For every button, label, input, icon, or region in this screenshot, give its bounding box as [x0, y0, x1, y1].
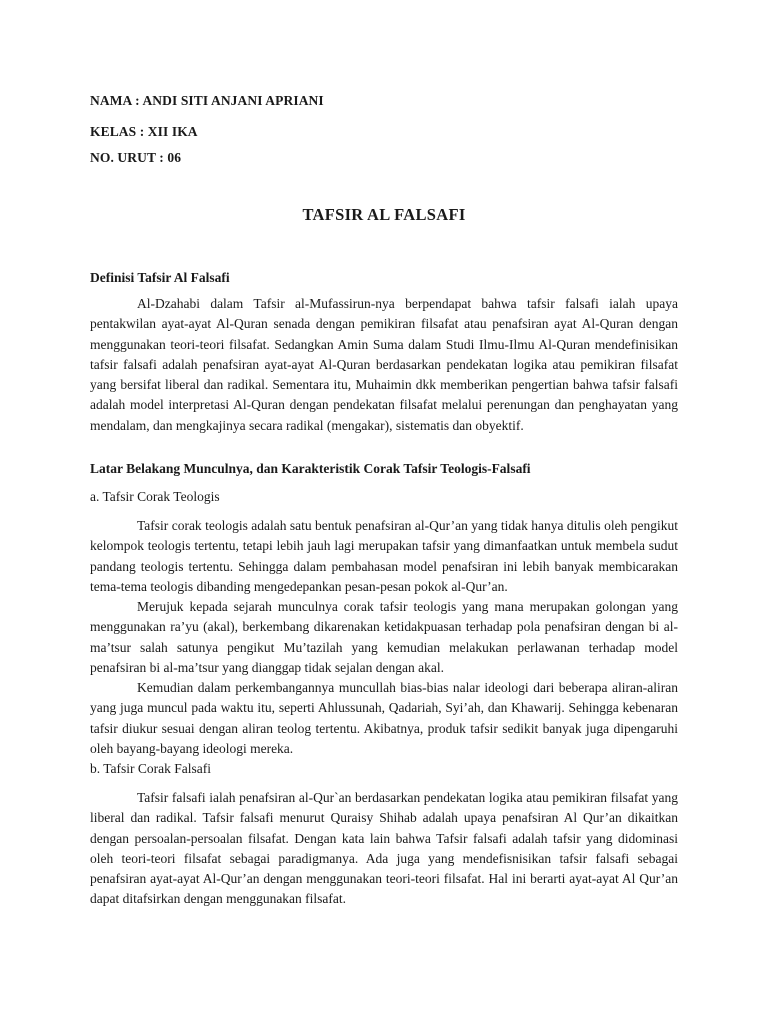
subheading-falsafi: b. Tafsir Corak Falsafi — [90, 761, 212, 776]
paragraph-teologis-2: Merujuk kepada sejarah munculnya corak tafsir teologis yang mana merupakan golongan yang menggunakan ra’yu (akal), berkembang dikarenakan ketidakpuasan terhadap pola penafsiran dengan bi al-ma’tsur salah satunya pengikut Mu’tazilah yang kemudian melakukan perlawanan terhadap model penafsiran bi al-ma’tsur yang dianggap tidak sejalan dengan akal. — [90, 599, 678, 675]
student-name: NAMA : ANDI SITI ANJANI APRIANI — [90, 93, 324, 108]
subheading-teologis: a. Tafsir Corak Teologis — [90, 489, 220, 504]
section-heading-latar: Latar Belakang Munculnya, dan Karakteristik Corak Tafsir Teologis-Falsafi — [90, 461, 531, 476]
student-number: NO. URUT : 06 — [90, 150, 182, 165]
document-title: TAFSIR AL FALSAFI — [302, 205, 466, 224]
paragraph-definisi: Al-Dzahabi dalam Tafsir al-Mufassirun-nya berpendapat bahwa tafsir falsafi ialah upaya pentakwilan ayat-ayat Al-Quran senada dengan pemikiran filsafat atau penafsiran ayat Al-Quran dengan menggunakan teori-teori filsafat. Sedangkan Amin Suma dalam Studi Ilmu-Ilmu Al-Quran mendefinisikan tafsir falsafi adalah penafsiran ayat-ayat Al-Quran berdasarkan pendekatan logika atau pemikiran filsafat yang bersifat liberal dan radikal. Sementara itu, Muhaimin dkk memberikan pengertian bahwa tafsir falsafi adalah model interpretasi Al-Quran dengan pendekatan filsafat melalui perenungan dan penghayatan yang mendalam, dan mengkajinya secara radikal (mengakar), sistematis dan obyektif. — [90, 296, 678, 433]
paragraph-teologis-3: Kemudian dalam perkembangannya muncullah bias-bias nalar ideologi dari beberapa aliran-aliran yang juga muncul pada waktu itu, seperti Ahlussunah, Qadariah, Syi’ah, dan Khawarij. Sehingga kebenaran tafsir diukur sesuai dengan aliran teolog tertentu. Akibatnya, produk tafsir sedikit banyak juga dipengaruhi oleh bayang-bayang ideologi mereka. — [90, 680, 678, 756]
section-heading-definisi: Definisi Tafsir Al Falsafi — [90, 270, 230, 285]
student-class: KELAS : XII IKA — [90, 124, 198, 139]
paragraph-teologis-1: Tafsir corak teologis adalah satu bentuk penafsiran al-Qur’an yang tidak hanya ditulis oleh pengikut kelompok teologis tertentu, tetapi lebih jauh lagi merupakan tafsir yang dimanfaatkan untuk membela sudut pandang teologis tertentu. Sehingga dalam pembahasan model penafsiran ini lebih banyak membicarakan tema-tema teologis dibanding mengedepankan pesan-pesan pokok al-Qur’an. — [90, 518, 678, 594]
paragraph-falsafi: Tafsir falsafi ialah penafsiran al-Qur`an berdasarkan pendekatan logika atau pemikiran filsafat yang liberal dan radikal. Tafsir falsafi menurut Quraisy Shihab adalah upaya penafsiran Al Qur’an dikaitkan dengan persoalan-persoalan filsafat. Dengan kata lain bahwa Tafsir falsafi adalah tafsir yang didominasi oleh teori-teori filsafat sebagai paradigmanya. Ada juga yang mendefisnisikan tafsir falsafi sebagai penafsiran ayat-ayat Al-Qur’an dengan menggunakan teori-teori filsafat. Hal ini berarti ayat-ayat Al Qur’an dapat ditafsirkan dengan menggunakan filsafat. — [90, 790, 678, 907]
